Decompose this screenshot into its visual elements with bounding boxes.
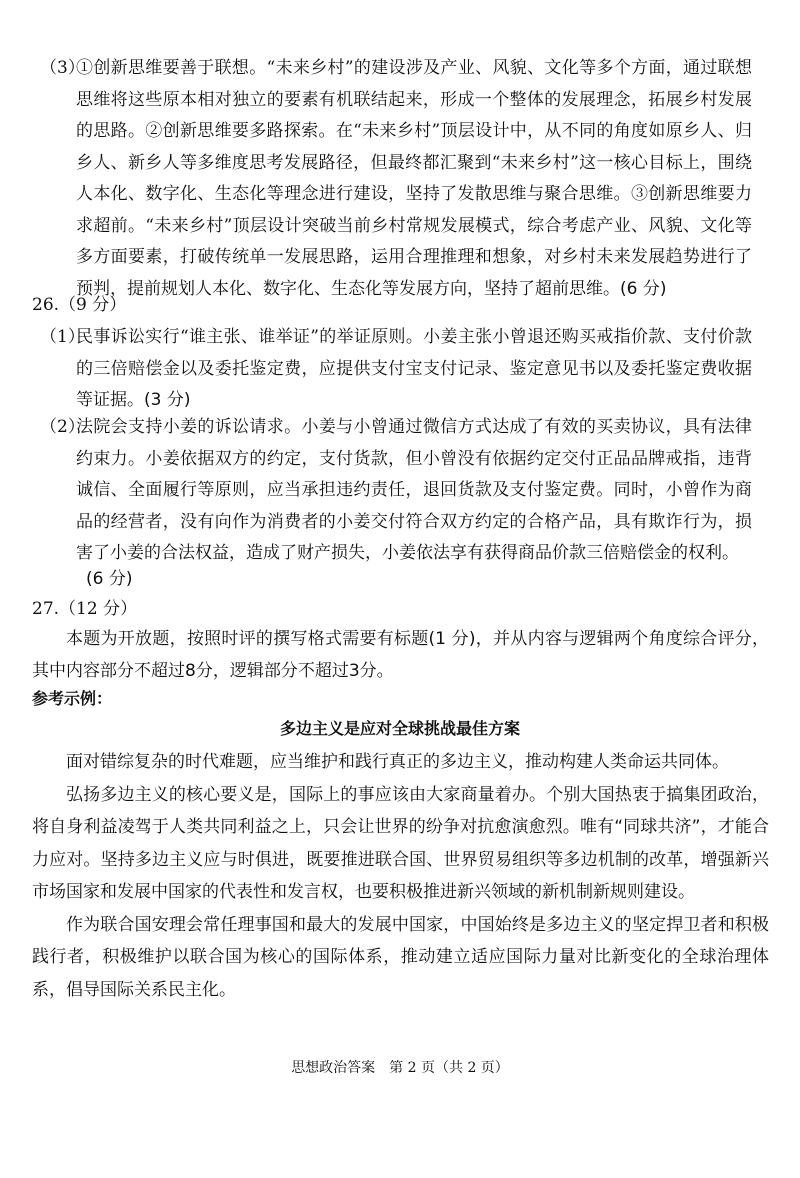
essay-paragraph: 面对错综复杂的时代难题，应当维护和践行真正的多边主义，推动构建人类命运共同体。 [66,752,729,772]
q25-3-text: ①创新思维要善于联想。“未来乡村”的建设涉及产业、风貌、文化等多个方面，通过联想思维将这些原本相对独立的要素有机联结起来，形成一个整体的发展理念，拓展乡村发展的思路。②创新思维要多路探索。在“未来乡村”顶层设计中，从不同的角度如原乡人、归乡人、新乡人等多维度思考发展路径，但最终都汇聚到“未来乡村”这一核心目标上，围绕人本化、数字化、生态化等理念进行建设，坚持了发散思维与聚合思维。③创新思维要力求超前。“未来乡村”顶层设计突破当前乡村常规发展模式，综合考虑产业、风貌、文化等多方面要素，打破传统单一发展思路，运用合理推理和想象，对乡村未来发展趋势进行了预判，提前规划人本化、数字化、生态化等发展方向，坚持了超前思维。 [76,58,752,299]
q25-3-score: (6 分) [620,278,667,299]
q26-1-answer [76,322,752,417]
q27-intro-num3: 3 [348,660,360,681]
q25-3-answer [76,53,752,305]
q27-intro-score: (1 分) [428,629,476,649]
q27-intro-a: 本题为开放题，按照时评的撰写格式需要有标题 [66,629,429,649]
q27-intro-b: ，并从内容与逻辑两个角度综合评分，其中内容部分不超过 [32,629,770,681]
q26-2-score: (6 分) [86,569,133,589]
q27-heading: 27.（12 分） [32,599,138,619]
q26-1-score: (3 分) [144,390,191,410]
q26-1-text: 民事诉讼实行“谁主张、谁举证”的举证原则。小姜主张小曾退还购买戒指价款、支付价款的三倍赔偿金以及委托鉴定费，应提供支付宝支付记录、鉴定意见书以及委托鉴定费收据等证据。 [76,327,752,410]
q27-intro-c: 分，逻辑部分不超过 [195,660,349,681]
q26-heading: 26.（9 分） [32,295,127,315]
q26-2-label: （2） [40,417,85,437]
essay-paragraph: 弘扬多边主义的核心要义是，国际上的事应该由大家商量着办。个别大国热衷于搞集团政治，将自身利益凌驾于人类共同利益之上，只会让世界的纷争对抗愈演愈烈。唯有“同球共济”，才能合力应对。坚持多边主义应与时俱进，既要推进联合国、世界贸易组织等多边机制的改革，增强新兴市场国家和发展中国家的代表性和发言权，也要积极推进新兴领域的新机制新规则建设。 [32,784,769,902]
reference-label: 参考示例： [32,689,113,708]
q25-3-label: （3） [40,58,85,78]
q26-2-answer [76,412,752,570]
essay-body [32,746,769,1006]
essay-paragraph: 作为联合国安理会常任理事国和最大的发展中国家，中国始终是多边主义的坚定捍卫者和积极践行者，积极维护以联合国为核心的国际体系，推动建立适应国际力量对比新变化的全球治理体系，倡导国际关系民主化。 [32,914,769,1000]
q26-1-label: （1） [40,327,85,347]
q27-intro-num8: 8 [185,660,196,681]
q27-intro [32,624,769,687]
page-footer: 思想政治答案 第 2 页（共 2 页） [291,1060,509,1076]
q26-2-text: 法院会支持小姜的诉讼请求。小姜与小曾通过微信方式达成了有效的买卖协议，具有法律约束力。小姜依据双方的约定，支付货款，但小曾没有依据约定交付正品品牌戒指，违背诚信、全面履行等原则，应当承担违约责任，退回货款及支付鉴定费。同时，小曾作为商品的经营者，没有向作为消费者的小姜交付符合双方约定的合格产品，具有欺诈行为，损害了小姜的合法权益，造成了财产损失，小姜依法享有获得商品价款三倍赔偿金的权利。 [76,417,752,563]
q27-intro-d: 分。 [359,660,394,681]
essay-title: 多边主义是应对全球挑战最佳方案 [279,719,520,738]
